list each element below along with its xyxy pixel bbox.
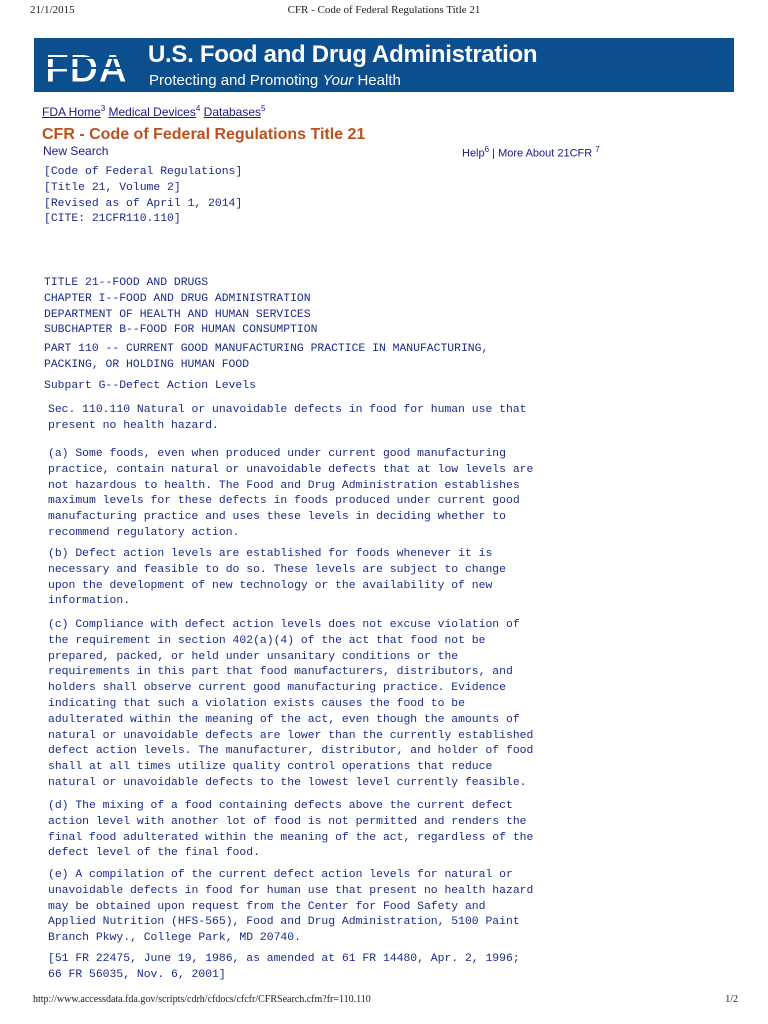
breadcrumb-medical-devices[interactable]: Medical Devices bbox=[108, 105, 196, 119]
breadcrumb-fda-home[interactable]: FDA Home bbox=[42, 105, 101, 119]
print-footer bbox=[0, 994, 768, 1014]
more-about-21cfr-link[interactable]: More About 21CFR bbox=[498, 147, 593, 160]
print-title: CFR - Code of Federal Regulations Title 21 bbox=[287, 4, 481, 16]
print-date: 21/1/2015 bbox=[30, 4, 75, 16]
help-links: Help$^6$ | More About 21CFR $^7$ bbox=[462, 145, 600, 160]
breadcrumb: FDA Home$^3$ Medical Devices$^4$ Databases$^5$ bbox=[42, 104, 266, 119]
paragraph-b: (b) Defect action levels are established for foods whenever it is necessary and feasible to do so. These levels are subject to change upon the development of new technology or the availability of new information. bbox=[48, 548, 506, 608]
paragraph-e: (e) A compilation of the current defect action levels for natural or unavoidable defects in food for human use that present no health hazard may be obtained upon request from the Center for Food Safety and Applied Nutrition (HFS-565), Food and Drug Administration, 5100 Paint Branch Pkwy., College Park, MD 20740. bbox=[48, 869, 534, 945]
agency-name: U.S. Food and Drug Administration bbox=[148, 41, 538, 68]
source-citation: [51 FR 22475, June 19, 1986, as amended at 61 FR 14480, Apr. 2, 1996; 66 FR 56035, Nov. 6, 2001] bbox=[48, 953, 520, 981]
page-title: CFR - Code of Federal Regulations Title 21 bbox=[42, 126, 366, 143]
fda-banner[interactable] bbox=[34, 38, 734, 92]
citation-metadata: [Code of Federal Regulations] [Title 21, Volume 2] [Revised as of April 1, 2014] [CITE: 21CFR110.110] bbox=[44, 166, 243, 226]
paragraph-a: (a) Some foods, even when produced under current good manufacturing practice, contain natural or unavoidable defects that at low levels are not hazardous to health. The Food and Drug Administration establishes maximum levels for these defects in foods produced under current good manufacturing practice and uses these levels in deciding whether to recommend regulatory action. bbox=[48, 448, 534, 539]
part-heading: PART 110 -- CURRENT GOOD MANUFACTURING PRACTICE IN MANUFACTURING, PACKING, OR HOLDING HUMAN FOOD bbox=[44, 343, 489, 371]
regulation-hierarchy: TITLE 21--FOOD AND DRUGS CHAPTER I--FOOD AND DRUG ADMINISTRATION DEPARTMENT OF HEALTH AND HUMAN SERVICES SUBCHAPTER B--FOOD FOR HUMAN CONSUMPTION bbox=[44, 277, 318, 337]
agency-tagline: Protecting and Promoting Your Health bbox=[149, 72, 401, 89]
fda-logo-icon bbox=[38, 44, 134, 88]
section-heading: Sec. 110.110 Natural or unavoidable defects in food for human use that present no health hazard. bbox=[48, 404, 527, 432]
page-url: http://www.accessdata.fda.gov/scripts/cdrh/cfdocs/cfcfr/CFRSearch.cfm?fr=110.110 bbox=[33, 994, 371, 1005]
subpart-heading: Subpart G--Defect Action Levels bbox=[44, 380, 256, 392]
page-number: 1/2 bbox=[725, 994, 738, 1005]
help-link[interactable]: Help bbox=[462, 147, 485, 160]
logo-text: FDA bbox=[44, 47, 128, 88]
breadcrumb-databases[interactable]: Databases bbox=[203, 105, 262, 119]
paragraph-d: (d) The mixing of a food containing defects above the current defect action level with another lot of food is not permitted and renders the final food adulterated within the meaning of the act, regardless of the defect level of the final food. bbox=[48, 800, 534, 860]
paragraph-c: (c) Compliance with defect action levels does not excuse violation of the requirement in section 402(a)(4) of the act that food not be prepared, packed, or held under unsanitary conditions or the requirements in this part that food manufacturers, distributors, and holders shall observe current good manufacturing practice. Evidence indicating that such a violation exists causes the food to be adulterated within the meaning of the act, even though the amounts of natural or unavoidable defects are lower than the currently established defect action levels. The manufacturer, distributor, and holder of food shall at all times utilize quality control operations that reduce natural or unavoidable defects to the lowest level currently feasible. bbox=[48, 619, 534, 789]
print-header bbox=[0, 0, 768, 22]
new-search-link[interactable]: New Search bbox=[43, 144, 109, 158]
